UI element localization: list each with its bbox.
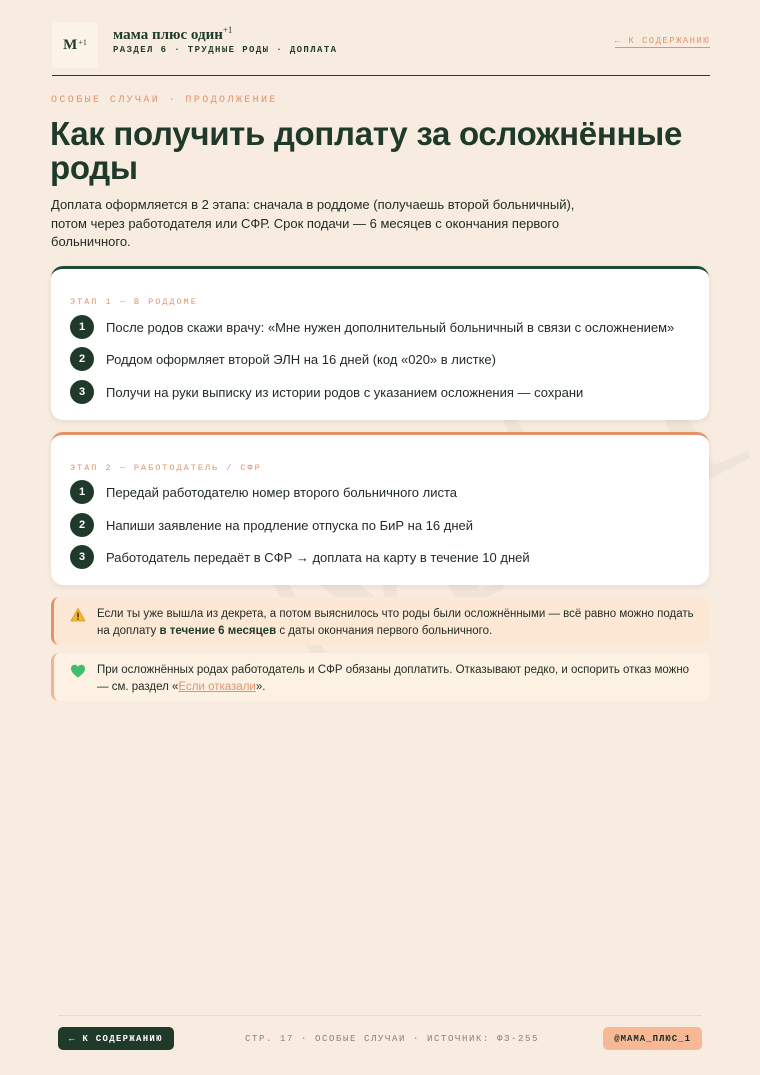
card-accent-bar bbox=[51, 266, 709, 278]
breadcrumb: РАЗДЕЛ 6 · ТРУДНЫЕ РОДЫ · ДОПЛАТА bbox=[113, 45, 338, 55]
brand-sup: +1 bbox=[222, 25, 233, 35]
step-item bbox=[70, 545, 530, 569]
step-item bbox=[70, 513, 473, 537]
page-title: Как получить доплату за осложнённые роды bbox=[50, 115, 683, 186]
step-text: Роддом оформляет второй ЭЛН на 16 дней (код «020» в листке) bbox=[106, 351, 496, 367]
green-heart-icon bbox=[70, 663, 86, 679]
brand-name bbox=[113, 25, 232, 44]
step-item bbox=[70, 315, 674, 339]
logo bbox=[52, 22, 98, 68]
step-text: Передай работодателю номер второго больничного листа bbox=[106, 484, 458, 500]
step-text: Напиши заявление на продление отпуска по БиР на 16 дней bbox=[106, 517, 473, 533]
info-note bbox=[51, 653, 710, 701]
brand-text: мама плюс один bbox=[113, 27, 223, 43]
lead-paragraph: Доплата оформляется в 2 этапа: сначала в роддоме (получаешь второй больничный), потом через работодателя или СФР. Срок подачи — 6 месяцев с окончания первого больничного. bbox=[51, 197, 575, 249]
page-header bbox=[52, 22, 710, 76]
step-text: Получи на руки выписку из истории родов с указанием осложнения — сохрани bbox=[106, 384, 584, 400]
stage-label: ЭТАП 2 — РАБОТОДАТЕЛЬ / СФР bbox=[70, 463, 262, 473]
step-number: 3 bbox=[70, 380, 94, 404]
info-text-part: ». bbox=[255, 680, 266, 693]
back-to-toc-button[interactable]: ← К СОДЕРЖАНИЮ bbox=[58, 1027, 174, 1050]
step-item bbox=[70, 347, 496, 371]
warning-text-part: Если ты уже вышла из декрета, а потом выяснилось что роды были осложнёнными — всё равно можно подать на доплату bbox=[97, 608, 694, 637]
step-text: Работодатель передаёт в СФР → доплата на карту в течение 10 дней bbox=[106, 549, 530, 565]
stage-label: ЭТАП 1 — В РОДДОМЕ bbox=[70, 297, 198, 307]
step-number: 3 bbox=[70, 545, 94, 569]
warning-icon bbox=[70, 607, 86, 623]
warning-note bbox=[51, 597, 710, 645]
step-number: 2 bbox=[70, 513, 94, 537]
step-item bbox=[70, 380, 583, 404]
stage-card-1 bbox=[51, 266, 709, 420]
page-footer bbox=[58, 1015, 702, 1057]
card-accent-bar bbox=[51, 432, 709, 444]
footer-meta: СТР. 17 · ОСОБЫЕ СЛУЧАИ · ИСТОЧНИК: ФЗ-255 bbox=[245, 1034, 540, 1044]
step-number: 1 bbox=[70, 480, 94, 504]
logo-letter: М bbox=[63, 36, 78, 53]
warning-text-part: с даты окончания первого больничного. bbox=[276, 624, 493, 637]
step-number: 1 bbox=[70, 315, 94, 339]
refusal-section-link[interactable]: Если отказали bbox=[178, 680, 256, 693]
social-handle-button[interactable]: @МАМА_ПЛЮС_1 bbox=[603, 1027, 702, 1050]
kicker: ОСОБЫЕ СЛУЧАИ · ПРОДОЛЖЕНИЕ bbox=[51, 95, 278, 106]
toc-link[interactable]: ← К СОДЕРЖАНИЮ bbox=[614, 36, 710, 46]
step-text: После родов скажи врачу: «Мне нужен дополнительный больничный в связи с осложнением» bbox=[106, 319, 675, 335]
info-text-part: При осложнённых родах работодатель и СФР обязаны доплатить. Отказывают редко, и оспорить отказ можно — см. раздел « bbox=[97, 664, 690, 693]
step-item bbox=[70, 480, 457, 504]
logo-sup: +1 bbox=[78, 37, 87, 47]
info-text bbox=[97, 662, 697, 695]
warning-text-emphasis: в течение 6 месяцев bbox=[159, 624, 277, 637]
step-number: 2 bbox=[70, 347, 94, 371]
stage-card-2 bbox=[51, 432, 709, 585]
warning-text bbox=[97, 606, 697, 639]
